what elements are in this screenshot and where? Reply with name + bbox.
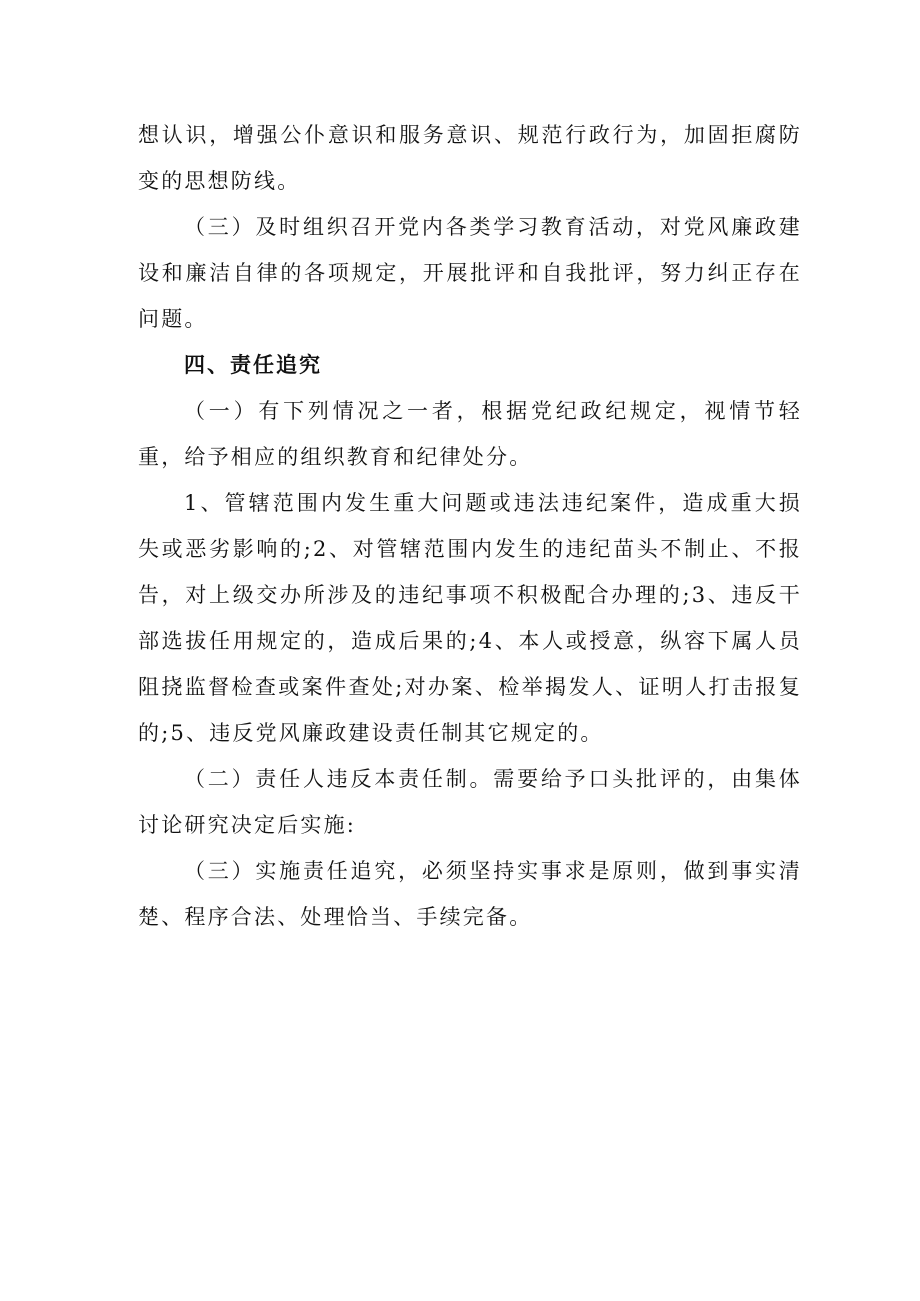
paragraph-study-activities: （三）及时组织召开党内各类学习教育活动，对党风廉政建设和廉洁自律的各项规定，开展批评和自我批评，努力纠正存在问题。 [138,215,802,331]
paragraph-verbal-criticism: （二）责任人违反本责任制。需要给予口头批评的，由集体讨论研究决定后实施: [138,767,802,837]
paragraph-sanctions: （一）有下列情况之一者，根据党纪政纪规定，视情节轻重，给予相应的组织教育和纪律处分。 [138,399,802,469]
paragraph-violation-list: 1、管辖范围内发生重大问题或违法违纪案件，造成重大损失或恶劣影响的;2、对管辖范围内发生的违纪苗头不制止、不报告，对上级交办所涉及的违纪事项不积极配合办理的;3、违反干部选拔任用规定的，造成后果的;4、本人或授意，纵容下属人员阻挠监督检查或案件查处;对办案、检举揭发人、证明人打击报复的;5、违反党风廉政建设责任制其它规定的。 [138,491,802,745]
section-heading-accountability: 四、责任追究 [184,353,322,377]
paragraph-accountability-principles: （三）实施责任追究，必须坚持实事求是原则，做到事实清楚、程序合法、处理恰当、手续完备。 [138,859,802,929]
paragraph-continuation: 想认识，增强公仆意识和服务意识、规范行政行为，加固拒腐防变的思想防线。 [138,123,802,193]
document-page [138,112,802,940]
